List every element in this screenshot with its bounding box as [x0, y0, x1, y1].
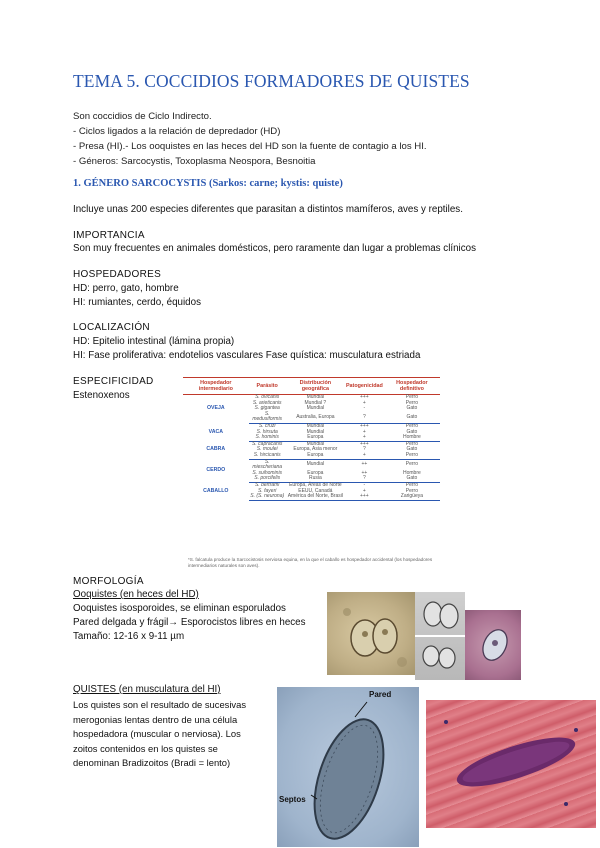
table-cell: - [363, 481, 366, 488]
table-cell: Perro [405, 481, 418, 488]
table-cell: Europa [307, 469, 324, 476]
hospedadores-hd: HD: perro, gato, hombre [73, 283, 179, 294]
label-septos: Septos [279, 795, 306, 804]
quistes-line: zoitos contenidos en los quistes se [73, 742, 218, 754]
morfologia-line: Ooquistes isosporoides, se eliminan esporulados [73, 603, 286, 614]
table-cell: S. ovicanis [255, 394, 280, 400]
label-pared: Pared [369, 690, 392, 699]
table-cell: S. capracanis [252, 440, 283, 447]
table-cell: S. bertrami [254, 481, 280, 488]
intro-paragraph [73, 109, 427, 169]
morfologia-line: Tamaño: 12-16 x 9-11 µm [73, 631, 185, 642]
localizacion-heading: LOCALIZACIÓN [73, 322, 150, 333]
table-cell: Mundial ? [304, 399, 327, 406]
specificity-table [183, 377, 440, 501]
table-cell: + [362, 428, 366, 435]
table-cell: S. miescheriana [252, 458, 283, 471]
muscle-cyst-image [426, 700, 596, 828]
col-header: Distribución geográfica [286, 378, 345, 395]
table-cell: América del Norte, Brasil [287, 493, 344, 500]
especificidad-text: Estenoxenos [73, 390, 130, 401]
sporocyst-micrograph [415, 592, 465, 680]
table-cell: Mundial [306, 461, 325, 468]
table-cell: S. medusiformis [249, 412, 286, 424]
table-cell: +++ [359, 422, 369, 429]
table-cell: Perro [405, 399, 418, 406]
quistes-paragraph [73, 698, 246, 771]
host-cell: CABRA [206, 446, 226, 453]
quistes-heading: QUISTES (en musculatura del HI) [73, 684, 221, 695]
table-cell: Rusia [286, 476, 345, 482]
table-cell: ? [345, 476, 384, 482]
table-cell: +++ [359, 394, 369, 400]
table-cell: Europa, Asia menor [293, 446, 338, 453]
table-cell: Mundial [306, 428, 325, 435]
table-cell: Perro [405, 440, 418, 447]
table-cell: ? [345, 412, 384, 424]
stained-oocyst-micrograph [465, 610, 521, 680]
host-cell: CERDO [206, 466, 226, 473]
intro-line: - Géneros: Sarcocystis, Toxoplasma Neospora, Besnoitia [73, 156, 316, 167]
table-cell: Europa [286, 435, 345, 441]
stained-oocyst-image [465, 610, 521, 680]
table-cell: Mundial [306, 422, 325, 429]
hospedadores-hi: HI: rumiantes, cerdo, équidos [73, 297, 201, 308]
host-cell: CABALLO [203, 487, 229, 494]
table-row [183, 459, 440, 471]
table-cell: Hombre [384, 435, 440, 441]
table-cell: S. hirsuta [256, 428, 278, 435]
table-cell: Hombre [402, 469, 421, 476]
table-cell: Gato [406, 428, 418, 435]
table-cell: S. cruzi [258, 422, 276, 429]
table-cell: - [363, 405, 366, 412]
col-header: Patogenicidad [345, 378, 384, 395]
morfologia-line: Pared delgada y frágil→ Esporocistos libres en heces [73, 617, 306, 628]
section-title: 1. GÉNERO SARCOCYSTIS (Sarkos: carne; kystis: quiste) [73, 178, 343, 189]
importancia-heading: IMPORTANCIA [73, 230, 145, 241]
table-cell: Mundial [306, 405, 325, 412]
table-cell: S. gigantea [254, 405, 280, 412]
importancia-text: Son muy frecuentes en animales domésticos, pero raramente dan lugar a problemas clínicos [73, 243, 476, 254]
table-cell: S. hominis [249, 435, 286, 441]
table-cell: +++ [359, 440, 369, 447]
host-cell: OVEJA [207, 405, 225, 412]
especificidad-heading: ESPECIFICIDAD [73, 376, 154, 387]
table-cell: S. (S. neurona) [250, 493, 285, 500]
table-cell: Perro [405, 394, 418, 400]
oocyst-image [327, 592, 415, 675]
table-cell: Perro [384, 453, 440, 459]
table-cell: Europa [286, 453, 345, 459]
table-cell: Mundial [306, 440, 325, 447]
localizacion-hi: HI: Fase proliferativa: endotelios vasculares Fase quística: musculatura estriada [73, 350, 421, 361]
muscle-histology-micrograph [426, 700, 596, 828]
table-cell: EEUU, Canadá [298, 487, 333, 494]
table-cell: Gato [406, 446, 418, 453]
quistes-line: Los quistes son el resultado de sucesivas [73, 699, 247, 710]
table-cell: Perro [405, 461, 418, 468]
quistes-line: merogonias lentas dentro de una célula [73, 713, 238, 725]
table-cell: Zarigüeya [384, 494, 440, 500]
page-title: TEMA 5. COCCIDIOS FORMADORES DE QUISTES [73, 71, 470, 91]
quistes-line: denominan Bradizoitos (Bradi = lento) [73, 757, 231, 768]
table-cell: Perro [405, 422, 418, 429]
table-cell: S. hircicanis [249, 453, 286, 459]
table-cell: +++ [345, 494, 384, 500]
table-cell: Mundial [306, 394, 325, 400]
table-cell: ? [362, 446, 366, 453]
table-cell: + [362, 487, 366, 494]
ooquistes-subheading: Ooquistes (en heces del HD) [73, 589, 199, 600]
section-description: Incluye unas 200 especies diferentes que parasitan a distintos mamíferos, aves y reptiles. [73, 204, 463, 215]
tissue-cyst-micrograph [277, 687, 419, 847]
oocyst-micrograph [327, 592, 415, 675]
host-cell: VACA [208, 428, 223, 435]
col-header: Hospedador definitivo [384, 378, 440, 395]
col-header: Hospedador intermediario [183, 378, 249, 395]
tissue-cyst-image [277, 687, 419, 847]
quistes-line: hospedadora (muscular o nerviosa). Los [73, 728, 241, 739]
table-cell: Europa, Áreas de Norte [289, 481, 342, 488]
table-cell: Gato [384, 412, 440, 424]
table-cell: Australia, Europa [286, 412, 345, 424]
intro-line: Son coccidios de Ciclo Indirecto. [73, 111, 212, 122]
col-header: Parásito [249, 378, 286, 395]
table-cell: Gato [406, 405, 418, 412]
table-cell: + [362, 399, 366, 406]
table-cell: + [345, 453, 384, 459]
table-footnote: *S. falcatula produce la Sarcocistosis nerviosa equina, en la que el caballo es hospedador accidental (los hospedadores intermediarios naturales son aves). [188, 557, 433, 568]
table-cell: S. arieticanis [252, 399, 282, 406]
table-cell: S. fayeri [258, 487, 277, 494]
table-cell: S. porcifelis [249, 476, 286, 482]
localizacion-hd: HD: Epitelio intestinal (lámina propia) [73, 336, 235, 347]
morfologia-heading: MORFOLOGÍA [73, 576, 144, 587]
intro-line: - Ciclos ligados a la relación de depredador (HD) [73, 126, 281, 137]
table-cell: ++ [361, 461, 368, 468]
table-cell: S. suihominis [252, 469, 283, 476]
intro-line: - Presa (HI).- Los ooquistes en las heces del HD son la fuente de contagio a los HI. [73, 141, 427, 152]
sporocyst-image [415, 592, 465, 680]
table-cell: Perro [405, 487, 418, 494]
hospedadores-heading: HOSPEDADORES [73, 269, 162, 280]
table-cell: + [345, 435, 384, 441]
table-cell: ++ [361, 469, 368, 476]
table-cell: Gato [384, 476, 440, 482]
table-cell: S. moulei [256, 446, 278, 453]
